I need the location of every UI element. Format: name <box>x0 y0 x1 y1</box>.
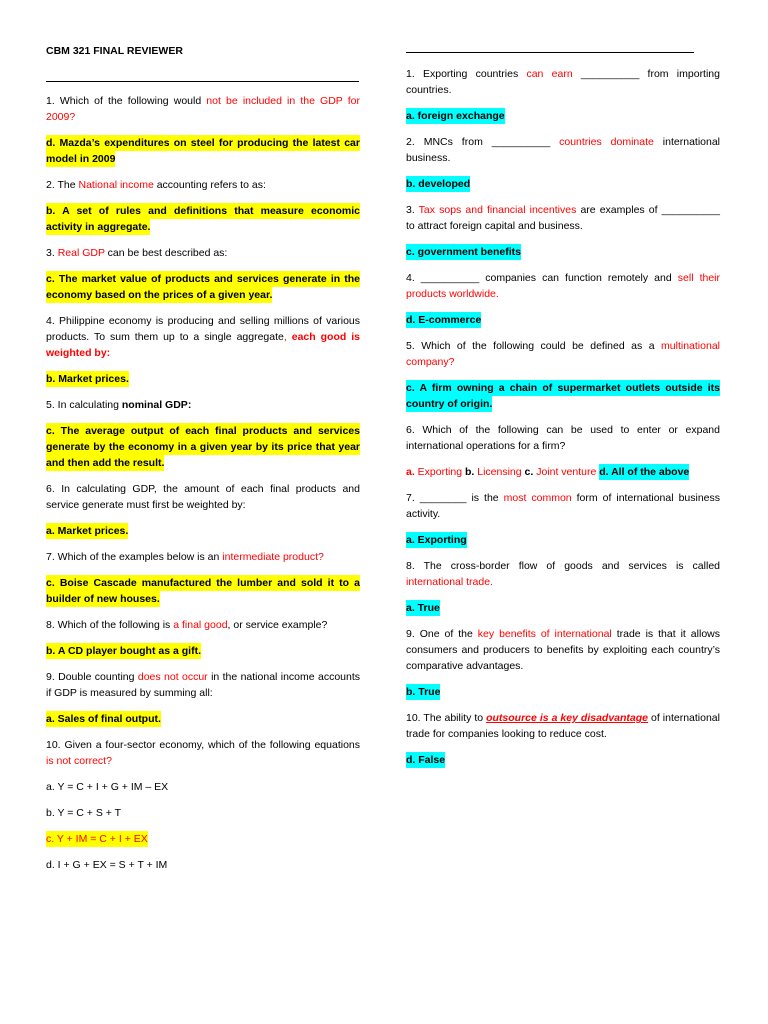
document-title: CBM 321 FINAL REVIEWER <box>46 45 183 57</box>
answer-8 <box>46 643 360 659</box>
highlighted-answer: d. Mazda’s expenditures on steel for producing the latest car model in 2009 <box>46 137 360 165</box>
answer-1 <box>46 135 360 167</box>
question-emphasis: international trade. <box>406 576 493 588</box>
question-emphasis: , <box>283 331 287 343</box>
question-emphasis: a final good <box>173 619 228 631</box>
question-text: 8. Which of the following is <box>46 619 174 631</box>
question-text: form of international business activity. <box>406 492 721 520</box>
question-text: 9. One of the <box>406 628 478 640</box>
question-1 <box>46 93 360 125</box>
question-9 <box>46 669 360 701</box>
question-emphasis: each good is weighted by: <box>46 331 360 359</box>
question-7 <box>46 549 360 565</box>
question-8 <box>406 558 720 590</box>
question-6 <box>46 481 360 513</box>
answer-1 <box>406 108 720 124</box>
highlighted-answer: b. A CD player bought as a gift. <box>46 645 201 657</box>
answer-4 <box>46 371 360 387</box>
answer-3 <box>46 271 360 303</box>
question-2 <box>406 134 720 166</box>
question-emphasis: countries dominate <box>559 136 654 148</box>
question-text: 6. Which of the following can be used to enter or expand international operations for a firm? <box>406 424 720 452</box>
question-emphasis: is not correct? <box>46 755 112 767</box>
question-2 <box>46 177 360 193</box>
answer-10 <box>406 752 720 768</box>
highlighted-answer: d. E-commerce <box>406 314 482 326</box>
highlighted-answer: b. True <box>406 686 441 698</box>
question-4 <box>406 270 720 302</box>
option-letter: b. <box>464 466 475 478</box>
answer-8 <box>406 600 720 616</box>
highlighted-answer: b. Market prices. <box>46 373 129 385</box>
highlighted-answer: a. Market prices. <box>46 525 129 537</box>
highlighted-answer: d. All of the above <box>599 466 690 478</box>
answer-6 <box>46 523 360 539</box>
question-emphasis: nominal GDP: <box>121 399 192 411</box>
question-text: __________ from importing countries. <box>406 68 720 96</box>
question-text: accounting refers to as: <box>153 179 266 191</box>
answer-9 <box>46 711 360 727</box>
left-column <box>46 93 360 883</box>
question-7 <box>406 490 720 522</box>
highlighted-answer: b. developed <box>406 178 471 190</box>
question-10 <box>46 737 360 769</box>
left-divider-line <box>46 81 359 82</box>
answer-6 <box>406 464 720 480</box>
answer-5 <box>406 380 720 412</box>
right-divider-line <box>406 52 694 53</box>
question-text: 10. Given a four-sector economy, which of the following equations <box>46 739 360 751</box>
question-6 <box>406 422 720 454</box>
answer-2 <box>46 203 360 235</box>
question-text: 1. Which of the following would <box>46 95 207 107</box>
question-text: 8. The cross-border flow of goods and services is called <box>406 560 720 572</box>
answer-2 <box>406 176 720 192</box>
question-text: 3. <box>46 247 58 259</box>
question-text: of international trade for companies looking to reduce cost. <box>406 712 720 740</box>
question-text: international business. <box>406 136 721 164</box>
question-3 <box>406 202 720 234</box>
question-emphasis: outsource is a key disadvantage <box>486 712 649 724</box>
question-3 <box>46 245 360 261</box>
option-text: Joint venture <box>533 466 600 478</box>
choice-a <box>46 779 360 795</box>
question-text: 5. Which of the following could be defined as a <box>406 340 662 352</box>
highlighted-answer: d. False <box>406 754 446 766</box>
question-emphasis: Tax sops and financial incentives <box>418 204 577 216</box>
question-4 <box>46 313 360 361</box>
question-text: 2. MNCs from __________ <box>406 136 560 148</box>
question-text: 3. <box>406 204 419 216</box>
answer-3 <box>406 244 720 260</box>
question-emphasis: National income <box>78 179 154 191</box>
question-5 <box>46 397 360 413</box>
question-9 <box>406 626 720 674</box>
choice-b <box>46 805 360 821</box>
question-text: can be best described as: <box>104 247 228 259</box>
question-emphasis: sell their products worldwide. <box>406 272 720 300</box>
question-8 <box>46 617 360 633</box>
question-text: 10. The ability to <box>406 712 487 724</box>
choice-text: a. Y = C + I + G + IM – EX <box>46 781 169 793</box>
highlighted-answer: c. Y + IM = C + I + EX <box>46 833 148 845</box>
question-emphasis: multinational company? <box>406 340 720 368</box>
question-emphasis: most common <box>503 492 572 504</box>
choice-c-answer <box>46 831 360 847</box>
highlighted-answer: a. Sales of final output. <box>46 713 161 725</box>
question-text: 1. Exporting countries <box>406 68 527 80</box>
question-text: in the national income accounts if GDP is measured by summing all: <box>46 671 361 699</box>
question-text: 5. In calculating <box>46 399 122 411</box>
choice-d <box>46 857 360 873</box>
highlighted-answer: c. A firm owning a chain of supermarket outlets outside its country of origin. <box>406 382 720 410</box>
highlighted-answer: c. government benefits <box>406 246 521 258</box>
option-text: Licensing <box>474 466 525 478</box>
question-text: 4. __________ companies can function remotely and <box>406 272 678 284</box>
highlighted-answer: b. A set of rules and definitions that measure economic activity in aggregate. <box>46 205 360 233</box>
answer-7 <box>46 575 360 607</box>
highlighted-answer: c. Boise Cascade manufactured the lumber and sold it to a builder of new houses. <box>46 577 360 605</box>
choice-text: d. I + G + EX = S + T + IM <box>46 859 168 871</box>
right-column <box>406 66 720 778</box>
question-emphasis: intermediate product? <box>222 551 324 563</box>
question-emphasis: Real GDP <box>57 247 105 259</box>
question-emphasis: does not occur <box>137 671 208 683</box>
highlighted-answer: c. The average output of each final products and services generate by the economy in a given year by its price that year and then add the result. <box>46 425 360 469</box>
highlighted-answer: a. True <box>406 602 440 614</box>
question-text: 7. Which of the examples below is an <box>46 551 223 563</box>
question-emphasis: can earn <box>526 68 573 80</box>
option-text: Exporting <box>414 466 465 478</box>
highlighted-answer: c. The market value of products and services generate in the economy based on the prices of a given year. <box>46 273 360 301</box>
answer-5 <box>46 423 360 471</box>
question-text: , or service example? <box>227 619 328 631</box>
answer-4 <box>406 312 720 328</box>
answer-7 <box>406 532 720 548</box>
question-text: are examples of __________ to attract foreign capital and business. <box>406 204 721 232</box>
option-letter: c. <box>524 466 534 478</box>
question-emphasis: key benefits of international <box>477 628 612 640</box>
question-5 <box>406 338 720 370</box>
highlighted-answer: a. Exporting <box>406 534 467 546</box>
question-text: trade is that it allows consumers and producers to benefits by exploiting each country’s comparative advantages. <box>406 628 720 672</box>
option-letter: a. <box>406 466 415 478</box>
question-1 <box>406 66 720 98</box>
question-text: 7. ________ is the <box>406 492 504 504</box>
question-emphasis: not be included in the GDP for 2009? <box>46 95 360 123</box>
question-text: 2. The <box>46 179 79 191</box>
question-10 <box>406 710 720 742</box>
question-text: 9. Double counting <box>46 671 138 683</box>
highlighted-answer: a. foreign exchange <box>406 110 505 122</box>
choice-text: b. Y = C + S + T <box>46 807 122 819</box>
question-text: 4. Philippine economy is producing and selling millions of various products. To sum them up to a single aggregate <box>46 315 360 343</box>
question-text: 6. In calculating GDP, the amount of each final products and service generate must first be weighted by: <box>46 483 360 511</box>
answer-9 <box>406 684 720 700</box>
